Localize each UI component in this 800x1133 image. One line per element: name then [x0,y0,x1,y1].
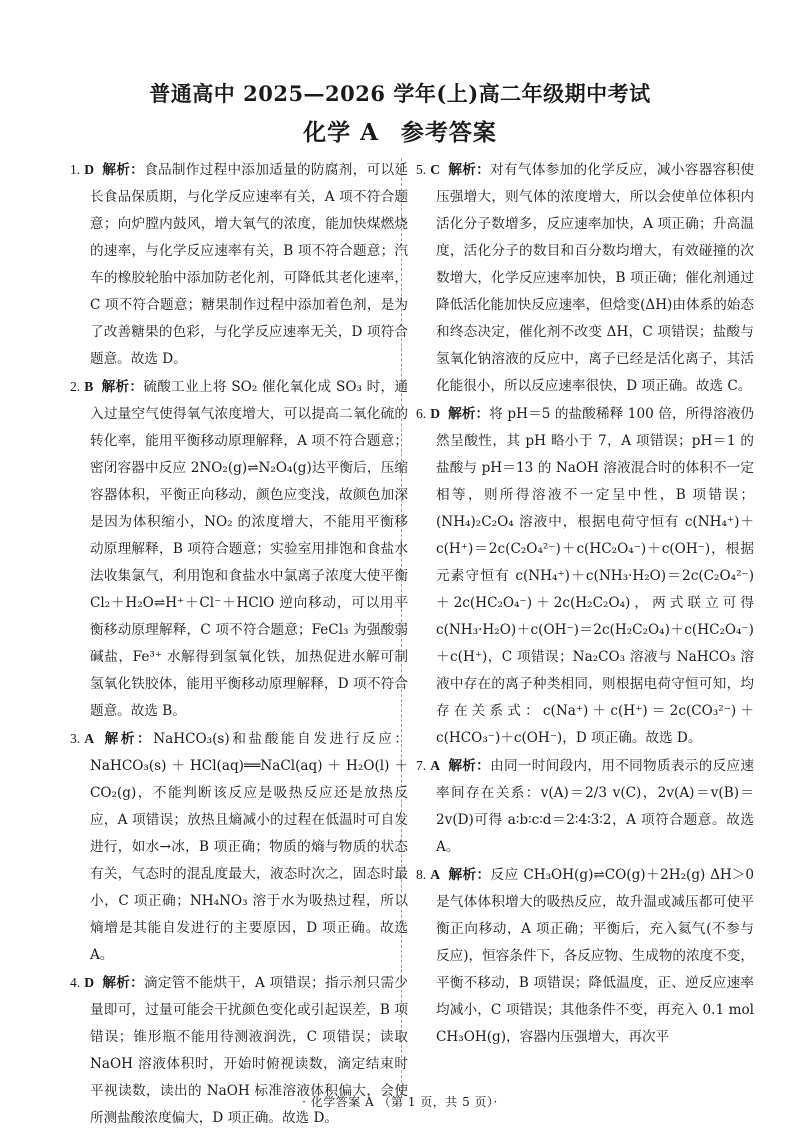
answer-item-6: 6. D 解析：将 pH＝5 的盐酸稀释 100 倍，所得溶液仍然呈酸性，其 pH 略小于 7，A 项错误；pH＝1 的盐酸与 pH＝13 的 NaOH 溶液混合时的体积不一定相等，则所得溶液不一定呈中性，B 项错误；(NH₄)₂C₂O₄ 溶液中，根据电荷守恒有 c(NH₄⁺)＋c(H⁺)＝2c(C₂O₄²⁻)＋c(HC₂O₄⁻)＋c(OH⁻)，根据元素守恒有 c(NH₄⁺)＋c(NH₃·H₂O)＝2c(C₂O₄²⁻)＋2c(HC₂O₄⁻)＋2c(H₂C₂O₄)，两式联立可得 c(NH₃·H₂O)＋c(OH⁻)＝2c(H₂C₂O₄)＋c(HC₂O₄⁻)＋c(H⁺)，C 项错误；Na₂CO₃ 溶液与 NaHCO₃ 溶液中存在的离子种类相同，则根据电荷守恒可知，均存在关系式：c(Na⁺)＋c(H⁺)＝2c(CO₃²⁻)＋c(HCO₃⁻)＋c(OH⁻)，D 项正确。故选 D。 [416,406,755,746]
page-footer: · 化学答案 A （第 1 页，共 5 页）· [302,1095,498,1109]
answer-item-2: 2. B 解析：硫酸工业上将 SO₂ 催化氧化成 SO₃ 时，通入过量空气使得氧气浓度增大，可以提高二氧化硫的转化率，能用平衡移动原理解释，A 项不符合题意；密闭容器中反应 2NO₂(g)⇌N₂O₄(g)达平衡后，压缩容器体积，平衡正向移动，颜色应变浅，故颜色加深是因为体积缩小，NO₂ 的浓度增大，不能用平衡移动原理解释，B 项符合题意；实验室用排饱和食盐水法收集氯气，利用饱和食盐水中氯离子浓度大使平衡 Cl₂＋H₂O⇌H⁺＋Cl⁻＋HClO 逆向移动，可以用平衡移动原理解释，C 项不符合题意；FeCl₃ 为强酸弱碱盐，Fe³⁺ 水解得到氢氧化铁，加热促进水解可制氢氧化铁胶体，能用平衡移动原理解释，D 项不符合题意。故选 B。 [70,379,408,719]
answer-item-5: 5. C 解析：对有气体参加的化学反应，减小容器容积使压强增大，则气体的浓度增大，所以会使单位体积内活化分子数增多，反应速率加快，A 项正确；升高温度，活化分子的数目和百分数均增大，有效碰撞的次数增大，化学反应速率加快，B 项正确；催化剂通过降低活化能加快反应速率，但焓变(ΔH)由体系的始态和终态决定，催化剂不改变 ΔH，C 项错误；盐酸与氢氧化钠溶液的反应中，离子已经是活化离子，其活化能很小，所以反应速率很快，D 项正确。故选 C。 [416,162,755,394]
left-column [70,156,408,1132]
right-column [416,156,754,1051]
answer-item-4: 4. D 解析：滴定管不能烘干，A 项错误；指示剂只需少量即可，过量可能会干扰颜色变化或引起误差，B 项错误；锥形瓶不能用待测液润洗，C 项错误；读取 NaOH 溶液体积时，开始时俯视读数，滴定结束时平视读数，读出的 NaOH 标准溶液体积偏大，会使所测盐酸浓度偏大，D 项正确。故选 D。 [70,975,408,1126]
page-subtitle [0,114,800,147]
answer-item-7: 7. A 解析：由同一时间段内，用不同物质表示的反应速率间存在关系：v(A)＝2/3 v(C)，2v(A)＝v(B)＝2v(D)可得 a∶b∶c∶d＝2∶4∶3∶2，A 项符合题意。故选 A。 [416,758,755,855]
answer-item-3: 3. A 解析：NaHCO₃(s)和盐酸能自发进行反应：NaHCO₃(s)＋HCl(aq)══NaCl(aq)＋H₂O(l)＋CO₂(g)，不能判断该反应是吸热反应还是放热反应，A 项错误；放热且熵减小的过程在低温时可自发进行，如水→冰，B 项正确；物质的熵与物质的状态有关，气态时的混乱度最大，液态时次之，固态时最小，C 项正确；NH₄NO₃ 溶于水为吸热过程，所以熵增是其能自发进行的主要原因，D 项正确。故选 A。 [70,731,409,963]
page-title: 普通高中 2025—2026 学年(上)高二年级期中考试 [149,81,651,106]
answer-item-8: 8. A 解析：反应 CH₃OH(g)⇌CO(g)＋2H₂(g) ΔH＞0 是气体体积增大的吸热反应，故升温或减压都可使平衡正向移动，A 项正确；平衡后，充入氦气(不参与反应)，恒容条件下，各反应物、生成物的浓度不变，平衡不移动，B 项错误；降低温度，正、逆反应速率均减小，C 项错误；其他条件不变，再充入 0.1 mol CH₃OH(g)，容器内压强增大，再次平 [416,867,755,1045]
answer-item-1: 1. D 解析：食品制作过程中添加适量的防腐剂，可以延长食品保质期，与化学反应速率有关，A 项不符合题意；向炉膛内鼓风，增大氧气的浓度，能加快煤燃烧的速率，与化学反应速率有关，B 项不符合题意；汽车的橡胶轮胎中添加防老化剂，可降低其老化速率，C 项不符合题意；糖果制作过程中添加着色剂，是为了改善糖果的色彩，与化学反应速率无关，D 项符合题意。故选 D。 [70,162,409,367]
answer-key-label: 参考答案 [400,119,497,146]
subject-label: 化学 A [303,119,379,146]
